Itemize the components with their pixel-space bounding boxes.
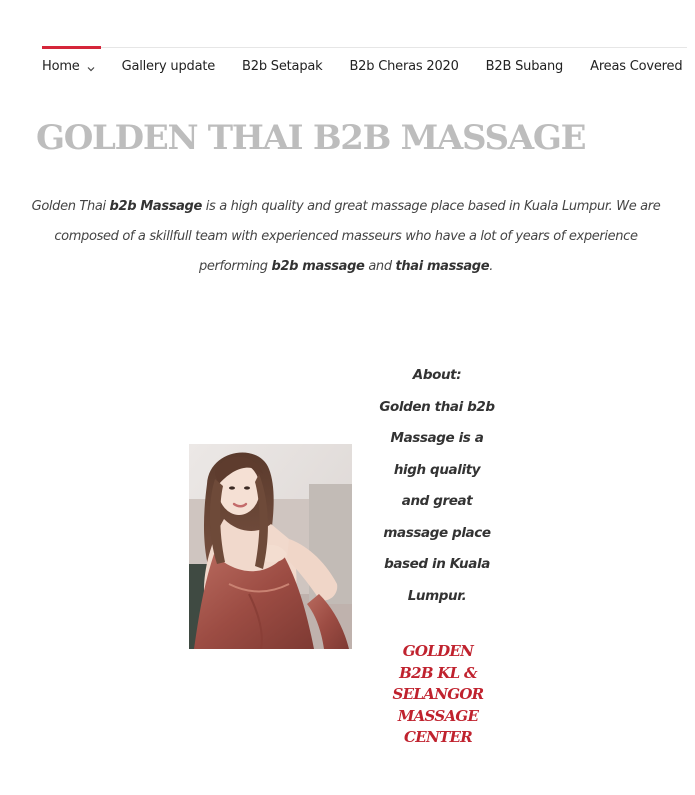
intro-text: . xyxy=(489,259,494,274)
nav-item-gallery-update[interactable] xyxy=(122,46,215,86)
about-section xyxy=(377,360,497,612)
about-line: Massage is a xyxy=(390,430,484,446)
main-navigation xyxy=(42,46,682,86)
nav-item-areas-covered[interactable] xyxy=(590,46,682,86)
nav-item-label: B2b Setapak xyxy=(242,58,323,74)
nav-item-b2b-setapak[interactable] xyxy=(242,46,322,86)
intro-bold-b2b-massage-2: b2b massage xyxy=(271,259,365,274)
nav-item-label: Gallery update xyxy=(121,58,216,74)
about-line: and great xyxy=(401,493,473,509)
intro-bold-b2b-massage: b2b Massage xyxy=(109,199,202,214)
intro-bold-thai-massage: thai massage xyxy=(395,259,490,274)
intro-text: Golden Thai xyxy=(31,199,110,214)
nav-item-label: B2b Cheras 2020 xyxy=(349,58,459,74)
about-line: Golden thai b2b xyxy=(379,398,495,415)
nav-item-label: B2B Subang xyxy=(485,58,564,74)
page-title: GOLDEN THAI B2B MASSAGE xyxy=(36,118,586,158)
about-line: massage place xyxy=(383,524,491,541)
woman-photo xyxy=(189,444,352,649)
nav-item-home[interactable] xyxy=(42,46,95,86)
about-line: based in Kuala xyxy=(384,556,490,572)
nav-item-label: Areas Covered xyxy=(590,58,683,74)
about-heading: About: xyxy=(412,367,462,383)
intro-text: is a high quality and great massage place based in Kuala Lumpur. We are composed of a skillfull team with experienced masseurs who have a lot of years of experience performing xyxy=(54,199,661,274)
chevron-down-icon xyxy=(87,62,95,70)
about-line: high quality xyxy=(393,461,481,478)
nav-item-b2b-subang[interactable] xyxy=(486,46,563,86)
nav-item-b2b-cheras-2020[interactable] xyxy=(349,46,458,86)
intro-paragraph xyxy=(30,192,662,282)
nav-item-label: Home xyxy=(42,58,80,74)
massage-center-title: GOLDEN B2B KL & SELANGOR MASSAGE CENTER xyxy=(392,642,484,746)
about-line: Lumpur. xyxy=(407,587,467,604)
intro-text: and xyxy=(364,259,396,274)
